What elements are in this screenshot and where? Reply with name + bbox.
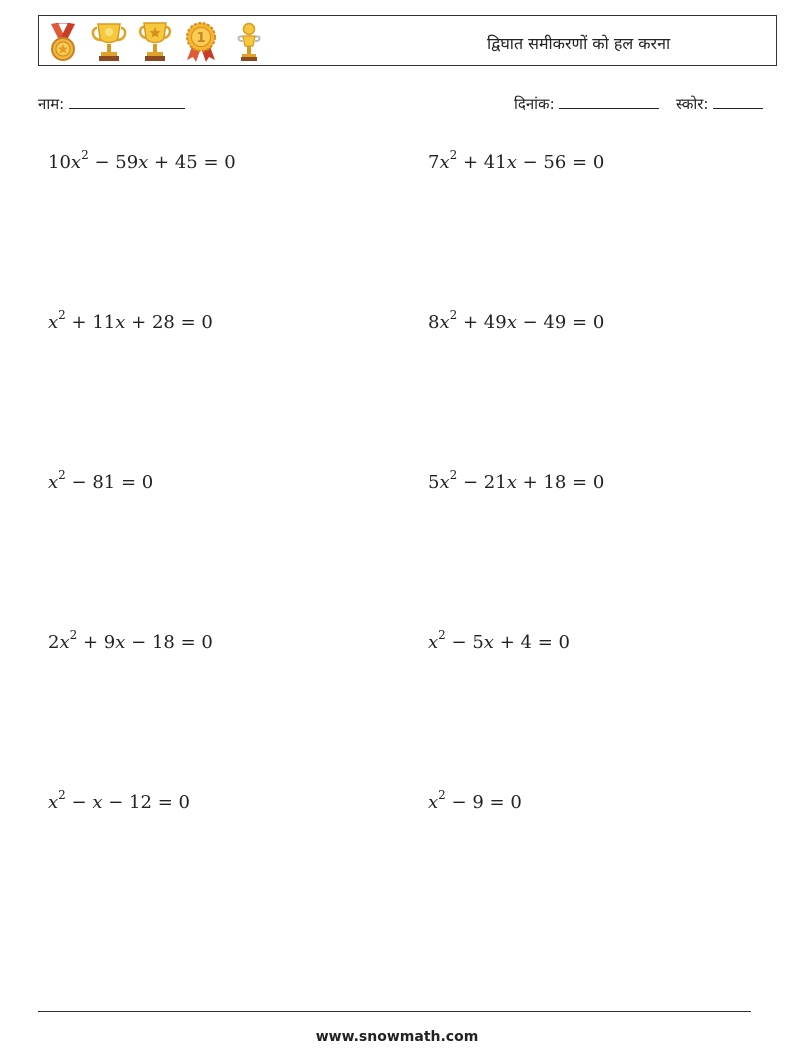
footer-divider — [38, 1011, 751, 1012]
problem-5: $x^2 - 81 = 0$ — [48, 468, 154, 493]
name-blank[interactable] — [69, 94, 185, 109]
name-label: नाम: — [38, 95, 65, 113]
worksheet-title: द्विघात समीकरणों को हल करना — [487, 34, 671, 53]
problem-3: $x^2 + 11x + 28 = 0$ — [48, 308, 213, 333]
problem-9: $x^2 - x - 12 = 0$ — [48, 788, 190, 813]
svg-text:1: 1 — [196, 31, 206, 46]
medal-icon — [45, 20, 81, 64]
problem-8: $x^2 - 5x + 4 = 0$ — [428, 628, 570, 653]
name-field — [38, 94, 185, 114]
problem-10: $x^2 - 9 = 0$ — [428, 788, 522, 813]
problem-6: $5x^2 - 21x + 18 = 0$ — [428, 468, 605, 493]
problem-2: $7x^2 + 41x - 56 = 0$ — [428, 148, 605, 173]
award-figure-icon — [231, 20, 267, 64]
date-blank[interactable] — [559, 94, 659, 109]
score-field — [676, 94, 763, 114]
footer-website[interactable]: www.snowmath.com — [315, 1029, 479, 1045]
score-blank[interactable] — [713, 94, 763, 109]
problem-7: $2x^2 + 9x - 18 = 0$ — [48, 628, 213, 653]
trophy-icon — [91, 20, 127, 64]
date-label: दिनांक: — [514, 95, 555, 113]
header-box — [38, 15, 777, 66]
score-label: स्कोर: — [676, 95, 709, 113]
problem-1: $10x^2 - 59x + 45 = 0$ — [48, 148, 236, 173]
rosette-icon — [183, 20, 219, 64]
star-trophy-icon — [137, 20, 173, 64]
date-field — [514, 94, 659, 114]
problem-4: $8x^2 + 49x - 49 = 0$ — [428, 308, 605, 333]
